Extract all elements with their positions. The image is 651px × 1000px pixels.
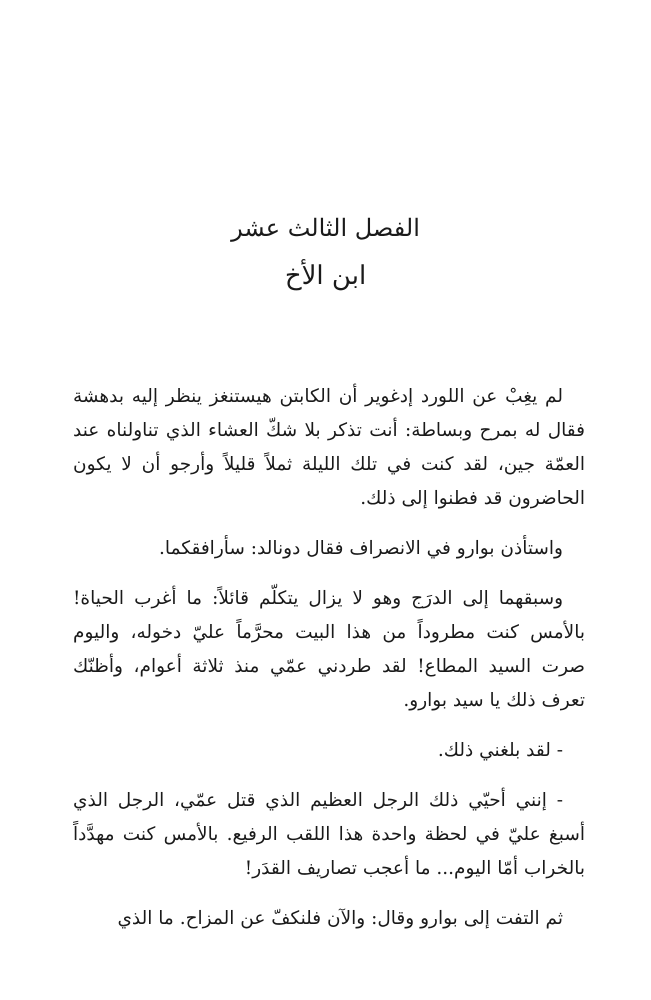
- chapter-header: [0, 208, 651, 298]
- dialogue-line: - لقد بلغني ذلك.: [437, 740, 563, 761]
- dialogue-line: - إنني أحيّي ذلك الرجل العظيم الذي قتل عمّي، الرجل الذي أسبغ عليّ في لحظة واحدة هذا اللقب الرفيع. بالأمس كنت مهدَّداً بالخراب أمّا اليوم... ما أعجب تصاريف القدَر!: [73, 790, 585, 879]
- paragraph: ثم التفت إلى بوارو وقال: والآن فلنكفّ عن المزاح. ما الذي: [117, 908, 563, 929]
- paragraph: لم يغِبْ عن اللورد إدغوير أن الكابتن هيستنغز ينظر إليه بدهشة فقال له بمرح وبساطة: أنت تذكر بلا شكّ العشاء الذي تناولناه عند العمّة جين، لقد كنت في تلك الليلة ثملاً قليلاً وأرجو أن لا يكون الحاضرون قد فطنوا إلى ذلك.: [73, 386, 585, 509]
- chapter-number: الفصل الثالث عشر: [231, 214, 420, 242]
- paragraph: واستأذن بوارو في الانصراف فقال دونالد: سأرافقكما.: [159, 538, 563, 559]
- chapter-title: ابن الأخ: [284, 261, 367, 291]
- paragraph: وسبقهما إلى الدرَج وهو لا يزال يتكلّم قائلاً: ما أغرب الحياة! بالأمس كنت مطروداً من هذا البيت محرَّماً عليّ دخوله، واليوم صرت السيد المطاع! لقد طردني عمّي منذ ثلاثة أعوام، وأظنّك تعرف ذلك يا سيد بوارو.: [73, 588, 585, 711]
- chapter-body: [73, 380, 585, 952]
